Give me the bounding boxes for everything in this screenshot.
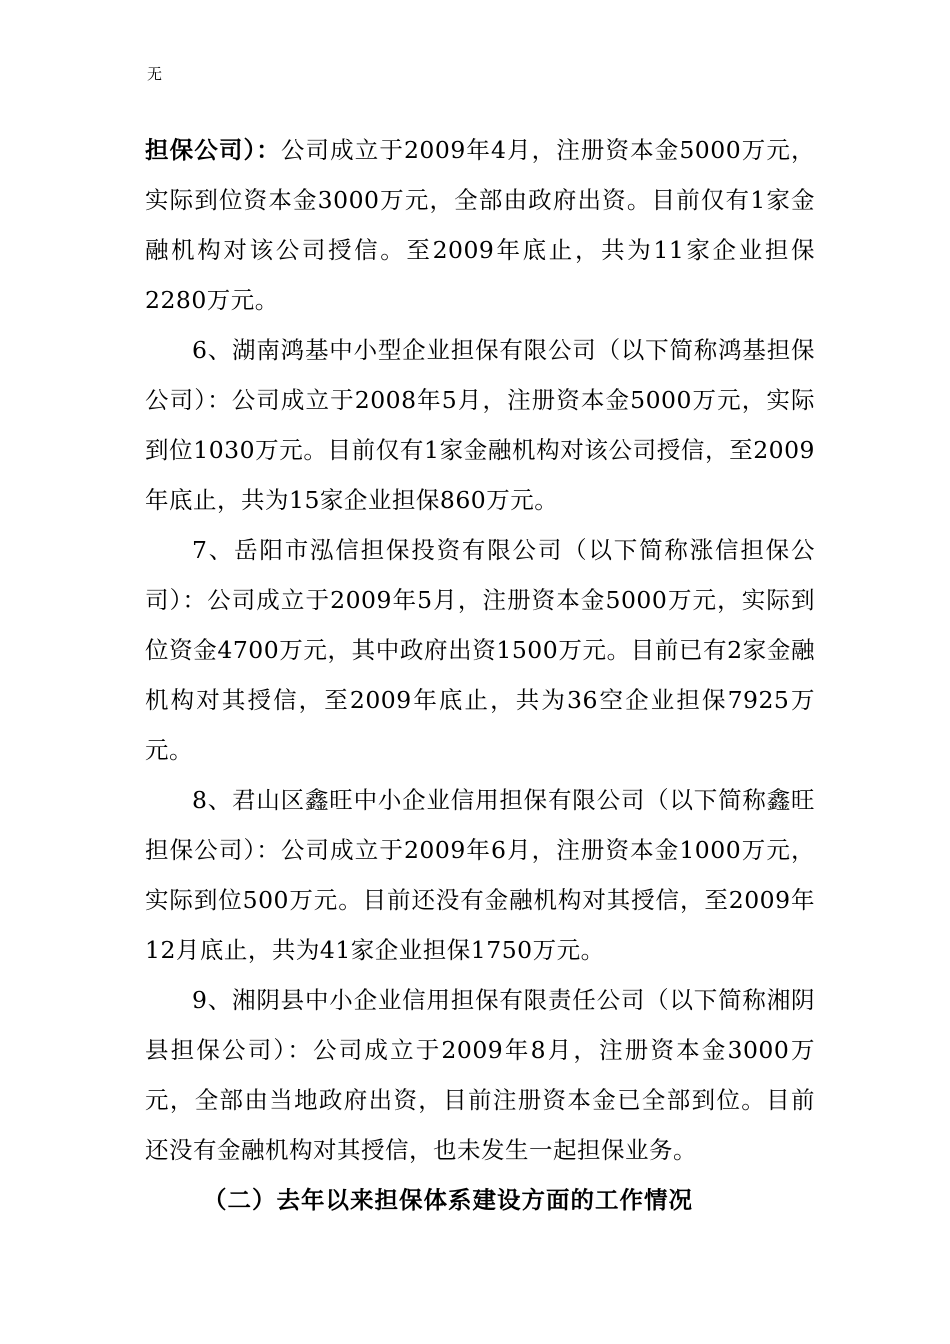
paragraph-text: 公司成立于2009年4月，注册资本金5000万元，实际到位资本金3000万元，全部由政府出资。目前仅有1家金融机构对该公司授信。至2009年底止，共为11家企业担保2280万元。 — [145, 136, 815, 314]
header-mark: 无 — [147, 65, 163, 83]
document-body — [145, 125, 815, 1225]
paragraph-bold-lead: 担保公司）： — [145, 136, 281, 164]
paragraph-8: 8、君山区鑫旺中小企业信用担保有限公司（以下简称鑫旺担保公司）：公司成立于2009年6月，注册资本金1000万元，实际到位500万元。目前还没有金融机构对其授信，至2009年12月底止，共为41家企业担保1750万元。 — [145, 786, 815, 964]
paragraph-5-continued — [145, 125, 815, 325]
paragraph-9: 9、湘阴县中小企业信用担保有限责任公司（以下简称湘阴县担保公司）：公司成立于2009年8月，注册资本金3000万元，全部由当地政府出资，目前注册资本金已全部到位。目前还没有金融机构对其授信，也未发生一起担保业务。 — [145, 986, 815, 1164]
paragraph-6: 6、湖南鸿基中小型企业担保有限公司（以下简称鸿基担保公司）：公司成立于2008年5月，注册资本金5000万元，实际到位1030万元。目前仅有1家金融机构对该公司授信，至2009年底止，共为15家企业担保860万元。 — [145, 336, 815, 514]
section-heading: （二）去年以来担保体系建设方面的工作情况 — [203, 1186, 693, 1214]
paragraph-7: 7、岳阳市泓信担保投资有限公司（以下简称涨信担保公司）：公司成立于2009年5月，注册资本金5000万元，实际到位资金4700万元，其中政府出资1500万元。目前已有2家金融机构对其授信，至2009年底止，共为36空企业担保7925万元。 — [145, 536, 815, 764]
